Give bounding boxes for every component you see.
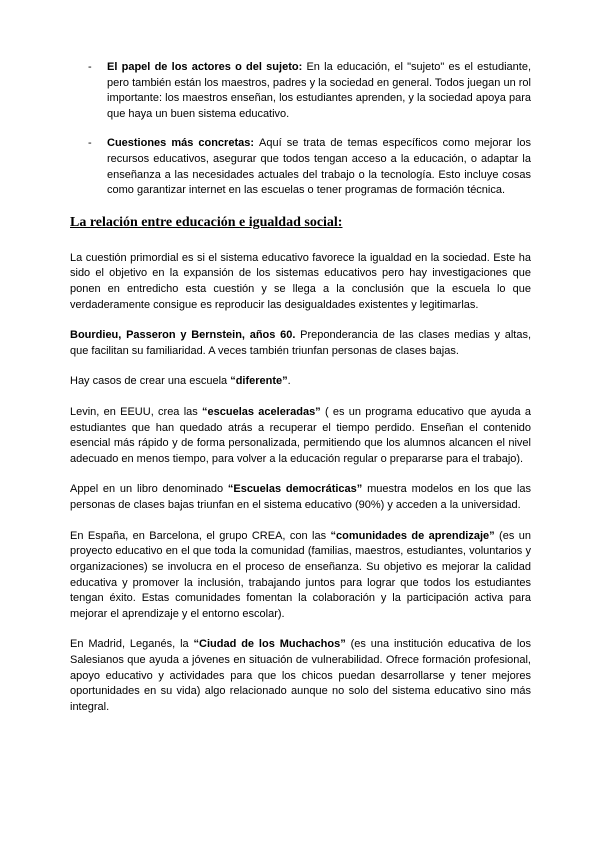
text-run-bold: “diferente” xyxy=(230,375,288,388)
text-run: La cuestión primordial es si el sistema educativo favorece la igualdad en la sociedad. Este ha sido el objetivo en la expansión de los sistemas educativos pero hay investigaciones que ponen en entredicho esta cuestión y se llega a la conclusión que la escuela lo que verdaderamente consigue es reproducir las desigualdades existentes y legitimarlas. xyxy=(70,251,531,311)
text-run: Hay casos de crear una escuela xyxy=(70,375,231,388)
paragraph xyxy=(70,374,531,390)
bullet-text xyxy=(107,136,531,198)
bullet-text xyxy=(107,60,531,122)
paragraph xyxy=(70,637,531,715)
paragraph xyxy=(70,251,531,313)
paragraph xyxy=(70,328,531,359)
text-run: (es una institución educativa de los Salesianos que ayuda a jóvenes en situación de vulnerabilidad. Ofrece formación profesional, apoyo educativo y actividades para que los chicos puedan desarrollarse y tener mejores oportunidades en su vida) algo relacionado aunque no solo del sistema educativo sino más integral. xyxy=(70,638,531,713)
text-run: En Madrid, Leganés, la xyxy=(70,638,194,651)
text-run-bold: Bourdieu, Passeron y Bernstein, años 60. xyxy=(70,329,301,342)
text-run: ( es un programa educativo que ayuda a estudiantes que han quedado atrás a recuperar el tiempo perdido. Enseñan el contenido esencial más rápido y de forma personalizada, permitiendo que los alumnos alcancen el nivel adecuado en menos tiempo, para volver a la educación regular o prepararse para el trabajo). xyxy=(70,406,532,465)
text-run: En España, en Barcelona, el grupo CREA, con las xyxy=(70,529,331,542)
text-run: Appel en un libro denominado xyxy=(70,483,228,496)
text-run-bold: “Ciudad de los Muchachos” xyxy=(193,638,346,651)
section-heading: La relación entre educación e igualdad social: xyxy=(70,214,343,230)
text-run-bold: El papel de los actores o del sujeto: xyxy=(107,61,307,73)
text-run: Preponderancia de las clases medias y altas, que facilitan su familiaridad. A veces también triunfan personas de clases bajas. xyxy=(70,329,531,357)
text-run: muestra modelos en los que las personas de clases bajas triunfan en el sistema educativo (90%) y acceden a la universidad. xyxy=(70,483,531,512)
bullet-marker: - xyxy=(88,137,92,150)
text-run: Aquí se trata de temas específicos como mejorar los recursos educativos, asegurar que todos tengan acceso a la educación, o adaptar la enseñanza a las necesidades actuales del trabajo o la tecnología. Esto incluye cosas como garantizar internet en las escuelas o tener programas de formación técnica. xyxy=(107,137,531,197)
paragraph xyxy=(70,482,531,513)
bullet-list xyxy=(70,60,531,199)
bullet-marker: - xyxy=(88,61,92,73)
paragraph-container xyxy=(70,251,531,716)
text-run: En la educación, el "sujeto" es el estudiante, pero también están los maestros, padres y la sociedad en general. Todos juegan un rol importante: los maestros enseñan, los estudiantes aprenden, y la sociedad apoya para que haya un buen sistema educativo. xyxy=(107,61,531,120)
bullet-item xyxy=(88,60,531,122)
paragraph xyxy=(70,405,531,467)
text-run-bold: “Escuelas democráticas” xyxy=(227,483,363,496)
text-run-bold: “escuelas aceleradas” xyxy=(202,406,321,419)
text-run: Levin, en EEUU, crea las xyxy=(70,406,203,419)
bullet-item xyxy=(88,136,531,198)
text-run-bold: Cuestiones más concretas: xyxy=(107,137,260,150)
text-run-bold: “comunidades de aprendizaje” xyxy=(330,529,495,542)
paragraph xyxy=(70,529,531,623)
text-run: (es un proyecto educativo en el que toda la comunidad (familias, maestros, estudiantes, voluntarios y organizaciones) se involucra en el proceso de enseñanza. Su objetivo es mejorar la calidad educativa y promover la inclusión, trabajando juntos para lograr que todos los estudiantes tengan éxito. Estas comunidades fomentan la colaboración y la participación activa para mejorar el aprendizaje y el entorno escolar). xyxy=(70,529,531,620)
text-run: . xyxy=(287,375,291,388)
